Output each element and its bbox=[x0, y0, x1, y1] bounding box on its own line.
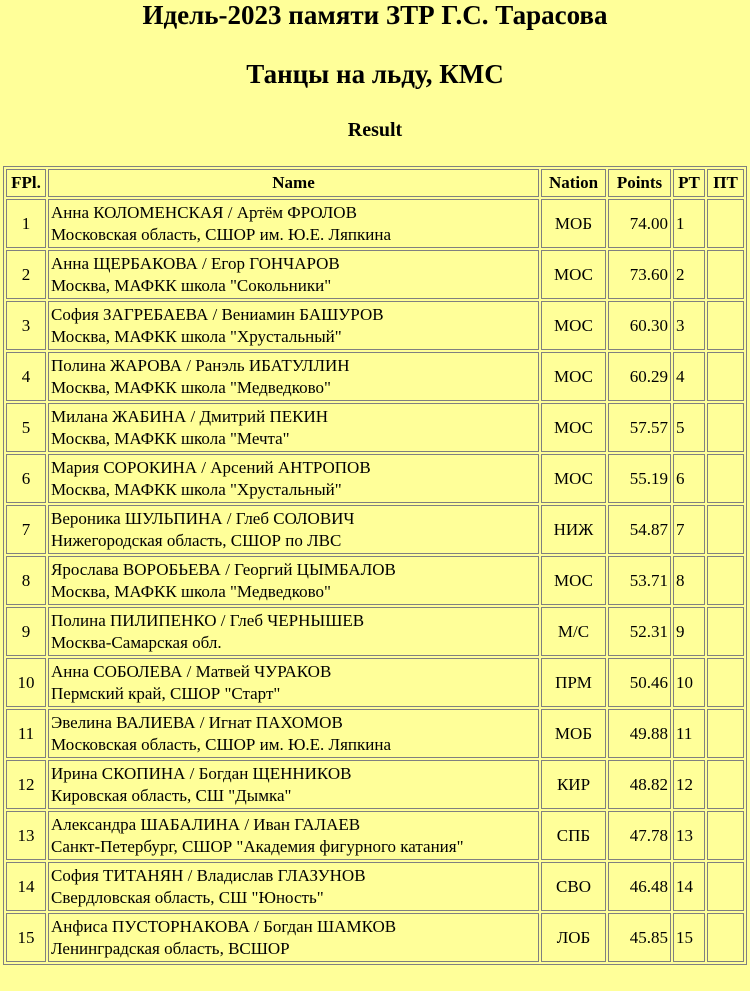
pair-names: Вероника ШУЛЬПИНА / Глеб СОЛОВИЧ bbox=[51, 508, 355, 528]
pt2-cell bbox=[707, 403, 744, 452]
table-row bbox=[6, 505, 744, 554]
points-cell: 53.71 bbox=[608, 556, 671, 605]
nation-cell: СВО bbox=[541, 862, 606, 911]
points-cell: 50.46 bbox=[608, 658, 671, 707]
pt-cell: 11 bbox=[673, 709, 705, 758]
table-header-row bbox=[6, 169, 744, 197]
placement-cell: 10 bbox=[6, 658, 46, 707]
club-name: Москва, МАФКК школа "Хрустальный" bbox=[51, 479, 342, 499]
points-cell: 52.31 bbox=[608, 607, 671, 656]
pt2-cell bbox=[707, 862, 744, 911]
pair-names: Анна КОЛОМЕНСКАЯ / Артём ФРОЛОВ bbox=[51, 202, 357, 222]
pt-cell: 4 bbox=[673, 352, 705, 401]
club-name: Свердловская область, СШ "Юность" bbox=[51, 887, 324, 907]
table-row bbox=[6, 709, 744, 758]
pair-names: Полина ПИЛИПЕНКО / Глеб ЧЕРНЫШЕВ bbox=[51, 610, 365, 630]
pair-names: Мария СОРОКИНА / Арсений АНТРОПОВ bbox=[51, 457, 371, 477]
club-name: Ленинградская область, ВСШОР bbox=[51, 938, 290, 958]
nation-cell: СПБ bbox=[541, 811, 606, 860]
pt2-cell bbox=[707, 352, 744, 401]
pt2-cell bbox=[707, 301, 744, 350]
placement-cell: 12 bbox=[6, 760, 46, 809]
table-row bbox=[6, 862, 744, 911]
name-cell bbox=[48, 556, 539, 605]
club-name: Москва-Самарская обл. bbox=[51, 632, 222, 652]
placement-cell: 9 bbox=[6, 607, 46, 656]
pt-cell: 3 bbox=[673, 301, 705, 350]
table-row bbox=[6, 556, 744, 605]
table-row bbox=[6, 658, 744, 707]
club-name: Кировская область, СШ "Дымка" bbox=[51, 785, 292, 805]
nation-cell: ПРМ bbox=[541, 658, 606, 707]
pt2-cell bbox=[707, 760, 744, 809]
pair-names: Анфиса ПУСТОРНАКОВА / Богдан ШАМКОВ bbox=[51, 916, 397, 936]
placement-cell: 1 bbox=[6, 199, 46, 248]
nation-cell: МОБ bbox=[541, 199, 606, 248]
pt-cell: 9 bbox=[673, 607, 705, 656]
pt2-cell bbox=[707, 913, 744, 962]
placement-cell: 8 bbox=[6, 556, 46, 605]
column-header-fpl: FPl. bbox=[6, 169, 46, 197]
event-subtitle: Танцы на льду, КМС bbox=[246, 59, 504, 89]
name-cell bbox=[48, 250, 539, 299]
name-cell bbox=[48, 760, 539, 809]
column-header-pt2: ПТ bbox=[707, 169, 744, 197]
table-row bbox=[6, 352, 744, 401]
points-cell: 45.85 bbox=[608, 913, 671, 962]
club-name: Москва, МАФКК школа "Сокольники" bbox=[51, 275, 332, 295]
points-cell: 57.57 bbox=[608, 403, 671, 452]
pt2-cell bbox=[707, 811, 744, 860]
table-row bbox=[6, 811, 744, 860]
points-cell: 49.88 bbox=[608, 709, 671, 758]
pair-names: Эвелина ВАЛИЕВА / Игнат ПАХОМОВ bbox=[51, 712, 343, 732]
nation-cell: М/С bbox=[541, 607, 606, 656]
club-name: Москва, МАФКК школа "Медведково" bbox=[51, 377, 331, 397]
table-row bbox=[6, 199, 744, 248]
placement-cell: 14 bbox=[6, 862, 46, 911]
pt-cell: 8 bbox=[673, 556, 705, 605]
pair-names: Ярослава ВОРОБЬЕВА / Георгий ЦЫМБАЛОВ bbox=[51, 559, 396, 579]
pt-cell: 15 bbox=[673, 913, 705, 962]
pt-cell: 14 bbox=[673, 862, 705, 911]
points-cell: 60.29 bbox=[608, 352, 671, 401]
pt-cell: 10 bbox=[673, 658, 705, 707]
club-name: Москва, МАФКК школа "Мечта" bbox=[51, 428, 290, 448]
nation-cell: НИЖ bbox=[541, 505, 606, 554]
placement-cell: 5 bbox=[6, 403, 46, 452]
column-header-pt: PT bbox=[673, 169, 705, 197]
table-row bbox=[6, 454, 744, 503]
nation-cell: МОС bbox=[541, 250, 606, 299]
pair-names: Ирина СКОПИНА / Богдан ЩЕННИКОВ bbox=[51, 763, 352, 783]
name-cell bbox=[48, 913, 539, 962]
club-name: Московская область, СШОР им. Ю.Е. Ляпкина bbox=[51, 224, 392, 244]
points-cell: 47.78 bbox=[608, 811, 671, 860]
pt2-cell bbox=[707, 556, 744, 605]
name-cell bbox=[48, 403, 539, 452]
pair-names: Александра ШАБАЛИНА / Иван ГАЛАЕВ bbox=[51, 814, 361, 834]
points-cell: 74.00 bbox=[608, 199, 671, 248]
page-title: Идель-2023 памяти ЗТР Г.С. Тарасова bbox=[142, 0, 608, 30]
placement-cell: 15 bbox=[6, 913, 46, 962]
placement-cell: 13 bbox=[6, 811, 46, 860]
pair-names: София ЗАГРЕБАЕВА / Вениамин БАШУРОВ bbox=[51, 304, 384, 324]
table-row bbox=[6, 301, 744, 350]
name-cell bbox=[48, 607, 539, 656]
pt-cell: 13 bbox=[673, 811, 705, 860]
points-cell: 73.60 bbox=[608, 250, 671, 299]
name-cell bbox=[48, 301, 539, 350]
pair-names: София ТИТАНЯН / Владислав ГЛАЗУНОВ bbox=[51, 865, 366, 885]
table-row bbox=[6, 607, 744, 656]
placement-cell: 3 bbox=[6, 301, 46, 350]
name-cell bbox=[48, 352, 539, 401]
nation-cell: КИР bbox=[541, 760, 606, 809]
table-row bbox=[6, 913, 744, 962]
club-name: Санкт-Петербург, СШОР "Академия фигурного катания" bbox=[51, 836, 464, 856]
nation-cell: МОС bbox=[541, 352, 606, 401]
name-cell bbox=[48, 811, 539, 860]
pt2-cell bbox=[707, 454, 744, 503]
points-cell: 48.82 bbox=[608, 760, 671, 809]
pt2-cell bbox=[707, 709, 744, 758]
column-header-points: Points bbox=[608, 169, 671, 197]
name-cell bbox=[48, 505, 539, 554]
pair-names: Полина ЖАРОВА / Ранэль ИБАТУЛЛИН bbox=[51, 355, 350, 375]
nation-cell: ЛОБ bbox=[541, 913, 606, 962]
club-name: Москва, МАФКК школа "Медведково" bbox=[51, 581, 331, 601]
placement-cell: 11 bbox=[6, 709, 46, 758]
club-name: Нижегородская область, СШОР по ЛВС bbox=[51, 530, 342, 550]
pair-names: Анна ЩЕРБАКОВА / Егор ГОНЧАРОВ bbox=[51, 253, 340, 273]
placement-cell: 6 bbox=[6, 454, 46, 503]
nation-cell: МОБ bbox=[541, 709, 606, 758]
pt-cell: 12 bbox=[673, 760, 705, 809]
table-row bbox=[6, 250, 744, 299]
points-cell: 54.87 bbox=[608, 505, 671, 554]
points-cell: 55.19 bbox=[608, 454, 671, 503]
section-heading: Result bbox=[347, 119, 403, 141]
pt2-cell bbox=[707, 199, 744, 248]
pt2-cell bbox=[707, 607, 744, 656]
table-row bbox=[6, 760, 744, 809]
nation-cell: МОС bbox=[541, 556, 606, 605]
name-cell bbox=[48, 454, 539, 503]
pt2-cell bbox=[707, 505, 744, 554]
results-table bbox=[3, 166, 747, 965]
placement-cell: 2 bbox=[6, 250, 46, 299]
name-cell bbox=[48, 709, 539, 758]
placement-cell: 4 bbox=[6, 352, 46, 401]
name-cell bbox=[48, 658, 539, 707]
placement-cell: 7 bbox=[6, 505, 46, 554]
pt-cell: 1 bbox=[673, 199, 705, 248]
pair-names: Анна СОБОЛЕВА / Матвей ЧУРАКОВ bbox=[51, 661, 332, 681]
pt2-cell bbox=[707, 250, 744, 299]
column-header-name: Name bbox=[48, 169, 539, 197]
name-cell bbox=[48, 862, 539, 911]
table-row bbox=[6, 403, 744, 452]
pt-cell: 5 bbox=[673, 403, 705, 452]
nation-cell: МОС bbox=[541, 454, 606, 503]
column-header-nation: Nation bbox=[541, 169, 606, 197]
club-name: Москва, МАФКК школа "Хрустальный" bbox=[51, 326, 342, 346]
nation-cell: МОС bbox=[541, 301, 606, 350]
nation-cell: МОС bbox=[541, 403, 606, 452]
results-body bbox=[6, 199, 744, 962]
pair-names: Милана ЖАБИНА / Дмитрий ПЕКИН bbox=[51, 406, 329, 426]
points-cell: 60.30 bbox=[608, 301, 671, 350]
pt-cell: 2 bbox=[673, 250, 705, 299]
club-name: Московская область, СШОР им. Ю.Е. Ляпкина bbox=[51, 734, 392, 754]
pt2-cell bbox=[707, 658, 744, 707]
pt-cell: 7 bbox=[673, 505, 705, 554]
pt-cell: 6 bbox=[673, 454, 705, 503]
club-name: Пермский край, СШОР "Старт" bbox=[51, 683, 281, 703]
name-cell bbox=[48, 199, 539, 248]
points-cell: 46.48 bbox=[608, 862, 671, 911]
